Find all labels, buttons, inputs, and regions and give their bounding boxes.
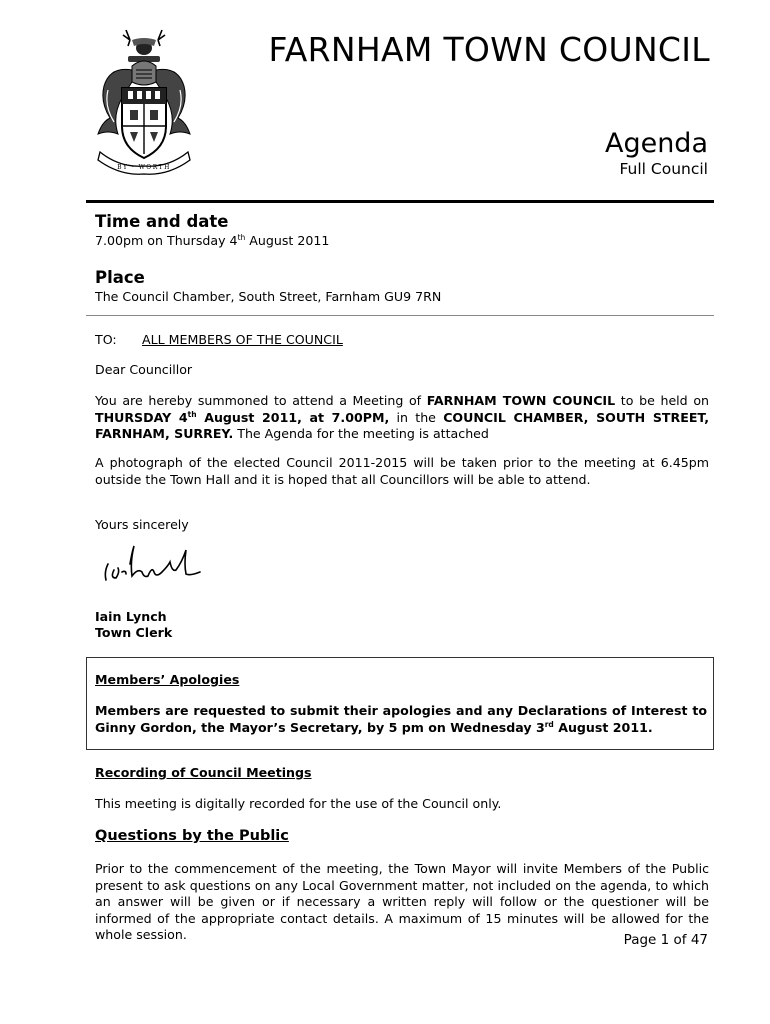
place-text: The Council Chamber, South Street, Farnham GU9 7RN [95,289,442,304]
photograph-paragraph: A photograph of the elected Council 2011-2015 will be taken prior to the meeting at 6.45pm outside the Town Hall and it is hoped that all Councillors will be able to attend. [95,455,709,487]
recording-text: This meeting is digitally recorded for the use of the Council only. [95,796,502,811]
closing: Yours sincerely [95,517,189,532]
apologies-text: Members are requested to submit their apologies and any Declarations of Interest to Ginny Gordon, the Mayor’s Secretary, by 5 pm on Wednesday 3rd August 2011. [95,703,707,735]
recording-heading: Recording of Council Meetings [95,765,312,780]
council-crest-icon [90,26,198,176]
summons-paragraph: You are hereby summoned to attend a Meeting of FARNHAM TOWN COUNCIL to be held on THURSDAY 4th August 2011, at 7.00PM, in the COUNCIL CHAMBER, SOUTH STREET, FARNHAM, SURREY. The Agenda for the meeting is attached [95,393,710,441]
signer-title: Town Clerk [95,625,173,640]
svg-text:BY · WORTH: BY · WORTH [117,164,171,171]
signer-name: Iain Lynch [95,609,167,624]
to-recipients: ALL MEMBERS OF THE COUNCIL [142,332,343,347]
salutation: Dear Councillor [95,362,193,377]
header-divider [86,200,714,203]
document-subtitle: Full Council [619,160,708,178]
page-number: Page 1 of 47 [623,932,708,948]
place-heading: Place [95,268,145,287]
questions-text: Prior to the commencement of the meeting, the Town Mayor will invite Members of the Public present to ask questions on any Local Government matter, not included on the agenda, to which an answer will be given or if necessary a written reply will follow or the questioner will be informed of the appropriate contact details. A maximum of 15 minutes will be allowed for the whole session. [95,861,709,942]
council-title: FARNHAM TOWN COUNCIL [268,30,710,69]
apologies-heading: Members’ Apologies [95,672,240,687]
time-date-text: 7.00pm on Thursday 4th August 2011 [95,232,330,248]
time-date-heading: Time and date [95,212,229,231]
section-divider [86,315,714,316]
document-type: Agenda [604,128,708,159]
questions-heading: Questions by the Public [95,828,289,844]
signature [100,542,210,586]
to-label: TO: [95,332,117,347]
